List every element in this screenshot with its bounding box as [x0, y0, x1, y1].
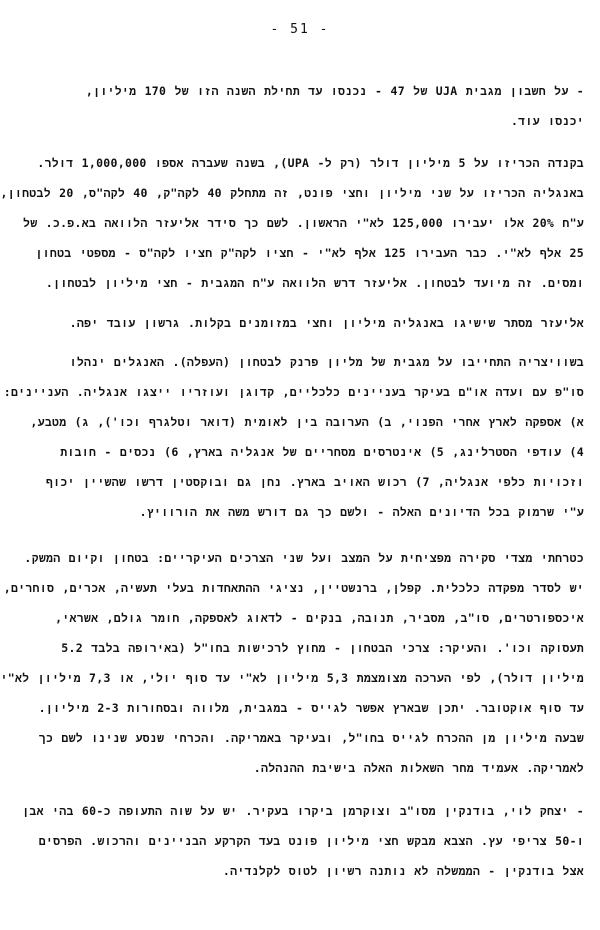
text-line: כטרחתי מצדי סקירה מפציחית על המצב ועל שני הצרכים העיקריים: בטחון וקיום המשק.	[24, 551, 584, 565]
text-line: סו"פ עם ועדה או"ם בעיקר בעניינים כלכליים, קדוגן ועוזריו ייצגו אנגליה. העניינים:	[3, 385, 584, 399]
text-line: יכנסו עוד.	[510, 114, 584, 128]
paragraph-canada-england	[0, 148, 584, 298]
text-line: - על חשבון מגבית UJA של 47 - נכנסו עד תחילת השנה הזו של 170 מיליון,	[85, 84, 584, 98]
text-line: אצל בודנקין - הממשלה לא נותנה רשיון לטוס לקלנדיה.	[222, 864, 584, 878]
text-line: עד סוף אוקטובר. יתכן שבארץ אפשר לגייס - במגבית, מלווה ובסחורות 2-3 מיליון.	[38, 701, 584, 715]
text-line: בקנדה הכריזו על 5 מיליון דולר (רק ל- UPA), בשנה שעברה אספו 1,000,000 דולר.	[37, 156, 584, 170]
text-line: וזכויות כלפי אנגליה, 7) רכוש האויב בארץ. נחן גם ובוקסטין דרשו שהשיין יכוף	[45, 475, 584, 489]
text-line: ומסים. זה מיועד לבטחון. אליעזר דרש הלוואה ע"ח המגבית - חצי מיליון לבטחון.	[45, 276, 584, 290]
text-line: שבעה מיליון מן ההכרח לגייס בחו"ל, ובעיקר באמריקה. והכרחי שנסע שנינו לשם כך	[38, 731, 584, 745]
text-line: - יצחק לוי, בודנקין מסו"ב וצוקרמן ביקרו בעקיר. יש על שוה התעופה כ-60 בהי אבן	[22, 804, 584, 818]
text-line: לאמריקה. אעמיד מחר השאלות האלה בישיבת ההנהלה.	[253, 761, 584, 775]
text-line: באנגליה הכריזו על שני מיליון וחצי פונט, זה מתחלק 40 לקה"ק, 40 לקה"ס, 20 לבטחון,	[0, 186, 584, 200]
paragraph-uja-collection	[18, 76, 584, 136]
text-line: תעסוקה וכו'. והעיקר: צרכי הבטחון - מחוץ לרכישות בחו"ל (באירופה בלבד 5.2	[61, 641, 584, 655]
paragraph-switzerland	[3, 347, 584, 527]
text-line: יש לסדר מפקדה כלכלית. קפלן, ברנשטיין, נציגי ההתאחדות בעלי תעשיה, אכרים, סוחרים,	[3, 581, 584, 595]
page-number: - 51 -	[270, 22, 330, 37]
text-line: בשוויצריה התחייבו על מגבית של מליון פרנק לבטחון (העפלה). האנגלים ינהלו	[69, 355, 584, 369]
text-line: ע"י שרמוק בכל הדיונים האלה - ולשם כך גם דורש משה את הורוויץ.	[139, 505, 584, 519]
text-line: איכספורטרים, סו"ב, מסביר, תנובה, בנקים - לדאוג לאספקה, חומר גולם, אשראי,	[55, 611, 584, 625]
text-line: א) אספקה לארץ אחרי הפנוי, ב) הערובה בין לאומית (דואר וטלגרף וכו'), ג) מטבע,	[30, 415, 584, 429]
text-line: 4) עודפי הסטרלינג, 5) אינטרסים מסחריים של אנגליה בארץ, 6) נכסים - חובות	[60, 445, 584, 459]
text-line: ו-50 צריפי עץ. הצבא מבקש חצי מיליון פונט בעד הקרקע הבניינים והרכוש. הפרסים	[38, 834, 584, 848]
paragraph-eliezer	[18, 308, 584, 338]
text-line: מיליון דולר), לפי הערכה מצומצמת 5,3 מיליון לא"י עד סוף יולי, או 7,3 מיליון לא"י	[0, 671, 584, 685]
text-line: ע"ח 20% אלו יעבירו 125,000 לא"י הראשון. לשם כך סידר אליעזר הלוואה בא.פ.כ. של	[23, 216, 584, 230]
text-line: 25 אלף לא"י. כבר העבירו 125 אלף לא"י - חציו לקה"ק חציו לקה"ס - מספטי בטחון	[35, 246, 584, 260]
paragraph-airfield	[18, 796, 584, 886]
text-line: אליעזר מסתר שישיגו באנגליה מיליון וחצי במזומנים בקלות. גרשון עובד יפה.	[69, 316, 584, 330]
paragraph-security-review	[0, 543, 584, 783]
